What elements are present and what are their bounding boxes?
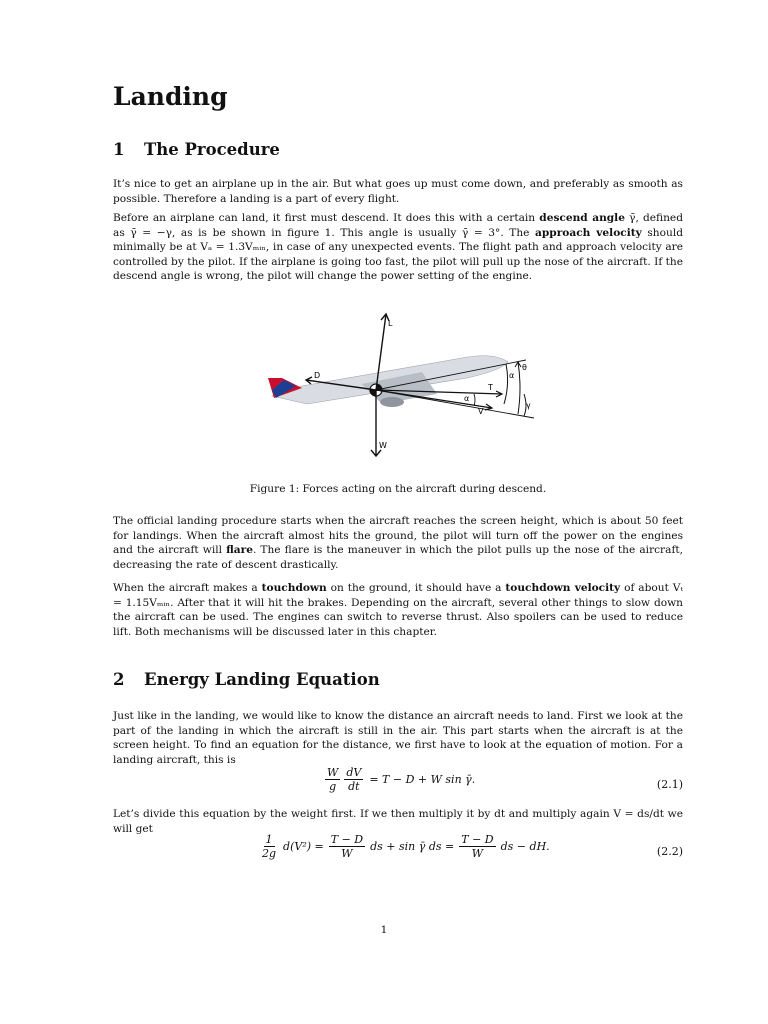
section-heading-energy: [113, 670, 380, 689]
numerator: 1: [265, 833, 273, 846]
theta-arc: [518, 362, 520, 414]
section-title: The Procedure: [144, 140, 280, 159]
equation-rhs: = T − D + W sin γ̄.: [369, 773, 476, 786]
term-descend-angle: descend angle: [539, 212, 625, 224]
text-run: γ̄, defined as γ̄ = −γ, as is be shown in figure 1. This angle is usually γ̄ = 3°. The: [113, 212, 683, 239]
equation-term: d(V²) =: [283, 840, 324, 853]
denominator: g: [329, 780, 337, 793]
label-V: V: [478, 407, 484, 416]
text-run: . The flare is the maneuver in which the pilot pulls up the nose of the aircraft, decreasing the rate of descent drastically.: [113, 544, 683, 571]
text-run: of about Vₜ = 1.15Vₘᵢₙ. After that it will hit the brakes. Depending on the aircraft, several other things to slow down the aircraft can be used. The engines can switch to reverse thrust. Also spoilers can be used to reduce lift. Both mechanisms will be discussed later in this chapter.: [113, 582, 683, 638]
section-number: 1: [113, 140, 125, 159]
term-flare: flare: [226, 544, 253, 556]
label-gamma: γ: [526, 401, 531, 410]
label-T: T: [488, 383, 493, 392]
fraction: [325, 766, 340, 793]
label-alpha: α: [509, 371, 515, 380]
text-run: When the aircraft makes a: [113, 582, 262, 594]
equation-2-1: [113, 766, 683, 806]
term-touchdown: touchdown: [261, 582, 327, 594]
document-title: Landing: [113, 82, 228, 111]
text-run: The official landing procedure starts when the aircraft reaches the screen height, which is about 50 feet for landings. When the aircraft almost hits the ground, the pilot will turn off the power on the engines and the aircraft will: [113, 515, 683, 556]
paragraph-derivation: Let’s divide this equation by the weight first. If we then multiply it by dt and multiply again V = ds/dt we will get: [113, 808, 683, 835]
label-alpha-small: α: [464, 394, 470, 403]
alpha-arc-small: [474, 394, 475, 406]
label-theta: θ: [522, 363, 527, 372]
label-D: D: [314, 371, 321, 380]
paragraph-descend: [113, 211, 683, 284]
label-L: L: [388, 319, 393, 328]
equation-number: (2.2): [656, 845, 683, 858]
denominator: W: [341, 847, 353, 860]
numerator: T − D: [330, 833, 364, 846]
equation-body: [258, 833, 550, 860]
paragraph-intro: It’s nice to get an airplane up in the air. But what goes up must come down, and preferably as smooth as possible. Therefore a landing is a part of every flight.: [113, 178, 683, 205]
figure-caption: Figure 1: Forces acting on the aircraft during descend.: [249, 483, 547, 495]
paragraph-energy-intro: Just like in the landing, we would like to know the distance an aircraft needs to land. First we look at the part of the landing in which the aircraft is still in the air. This part starts when the aircraft is at the screen height. To find an equation for the distance, we first have to look at the equation of motion. For a landing aircraft, this is: [113, 710, 683, 766]
equation-body: [323, 766, 475, 793]
term-touchdown-velocity: touchdown velocity: [505, 582, 621, 594]
fraction: [260, 833, 278, 860]
numerator: dV: [346, 766, 362, 779]
text-run: should minimally be at Vₐ = 1.3Vₘᵢₙ, in case of any unexpected events. The flight path and approach velocity are controlled by the pilot. If the airplane is going too fast, the pilot will pull up the nose of the aircraft. If the descend angle is wrong, the pilot will change the power setting of the engine.: [113, 226, 684, 282]
equation-term: ds + sin γ̄ ds =: [370, 840, 455, 853]
engine: [380, 397, 404, 407]
paragraph-procedure: [113, 514, 683, 572]
fraction: [329, 833, 365, 860]
label-W: W: [379, 441, 387, 450]
paragraph-touchdown: [113, 581, 683, 639]
section-title: Energy Landing Equation: [144, 670, 380, 689]
fraction: [459, 833, 495, 860]
numerator: W: [327, 766, 339, 779]
page-number: 1: [380, 924, 388, 936]
section-number: 2: [113, 670, 125, 689]
denominator: W: [471, 847, 484, 860]
fraction: [344, 766, 363, 793]
text-run: Before an airplane can land, it first must descend. It does this with a certain: [113, 212, 540, 224]
denominator: dt: [348, 780, 360, 793]
equation-term: ds − dH.: [500, 840, 550, 853]
alpha-arc: [504, 364, 508, 404]
equation-number: (2.1): [656, 778, 683, 791]
equation-2-2: [113, 833, 683, 873]
text-run: on the ground, it should have a: [326, 582, 506, 594]
denominator: 2g: [262, 847, 277, 860]
forces-figure: [262, 306, 536, 466]
numerator: T − D: [461, 833, 494, 846]
term-approach-velocity: approach velocity: [535, 226, 642, 239]
section-heading-procedure: [113, 140, 280, 159]
